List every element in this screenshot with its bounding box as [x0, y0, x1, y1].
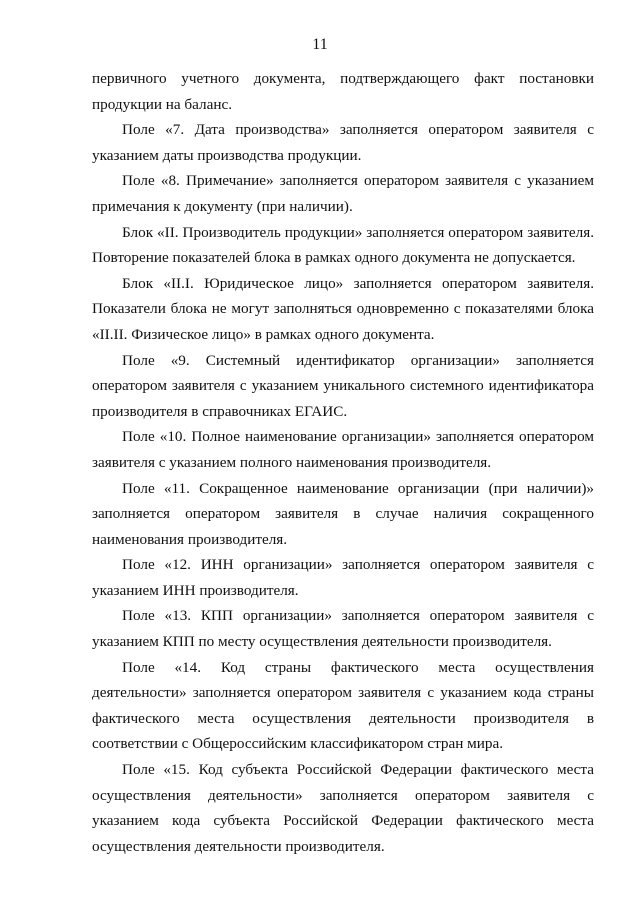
paragraph-field-10: Поле «10. Полное наименование организации» заполняется оператором заявителя с указанием полного наименования производителя.	[92, 428, 594, 471]
paragraph-block-ii: Блок «II. Производитель продукции» заполняется оператором заявителя. Повторение показателей блока в рамках одного документа не допускается.	[92, 223, 594, 267]
page-number: 11	[312, 36, 328, 53]
paragraph-field-13: Поле «13. КПП организации» заполняется оператором заявителя с указанием КПП по месту осуществления деятельности производителя.	[92, 607, 594, 651]
paragraph-field-9: Поле «9. Системный идентификатор организации» заполняется оператором заявителя с указанием уникального системного идентификатора производителя в справочниках ЕГАИС.	[92, 351, 594, 420]
document-body	[92, 66, 594, 859]
paragraph-block-ii-i: Блок «II.I. Юридическое лицо» заполняется оператором заявителя. Показатели блока не могут заполняться одновременно с показателями блока «II.II. Физическое лицо» в рамках одного документа.	[92, 274, 594, 343]
paragraph-field-11: Поле «11. Сокращенное наименование организации (при наличии)» заполняется оператором заявителя в случае наличия сокращенного наименования производителя.	[92, 479, 594, 548]
paragraph-field-8: Поле «8. Примечание» заполняется оператором заявителя с указанием примечания к документу (при наличии).	[92, 172, 594, 215]
paragraph-field-14: Поле «14. Код страны фактического места осуществления деятельности» заполняется оператором заявителя с указанием кода страны фактического места осуществления деятельности производителя в соответствии с Общероссийским классификатором стран мира.	[92, 658, 594, 753]
paragraph-field-7: Поле «7. Дата производства» заполняется оператором заявителя с указанием даты производства продукции.	[92, 121, 594, 164]
paragraph-field-12: Поле «12. ИНН организации» заполняется оператором заявителя с указанием ИНН производителя.	[92, 556, 594, 599]
paragraph-continuation: первичного учетного документа, подтверждающего факт постановки продукции на баланс.	[92, 70, 594, 113]
paragraph-field-15: Поле «15. Код субъекта Российской Федерации фактического места осуществления деятельности» заполняется оператором заявителя с указанием кода субъекта Российской Федерации фактического места осуществления деятельности производителя.	[92, 761, 594, 855]
